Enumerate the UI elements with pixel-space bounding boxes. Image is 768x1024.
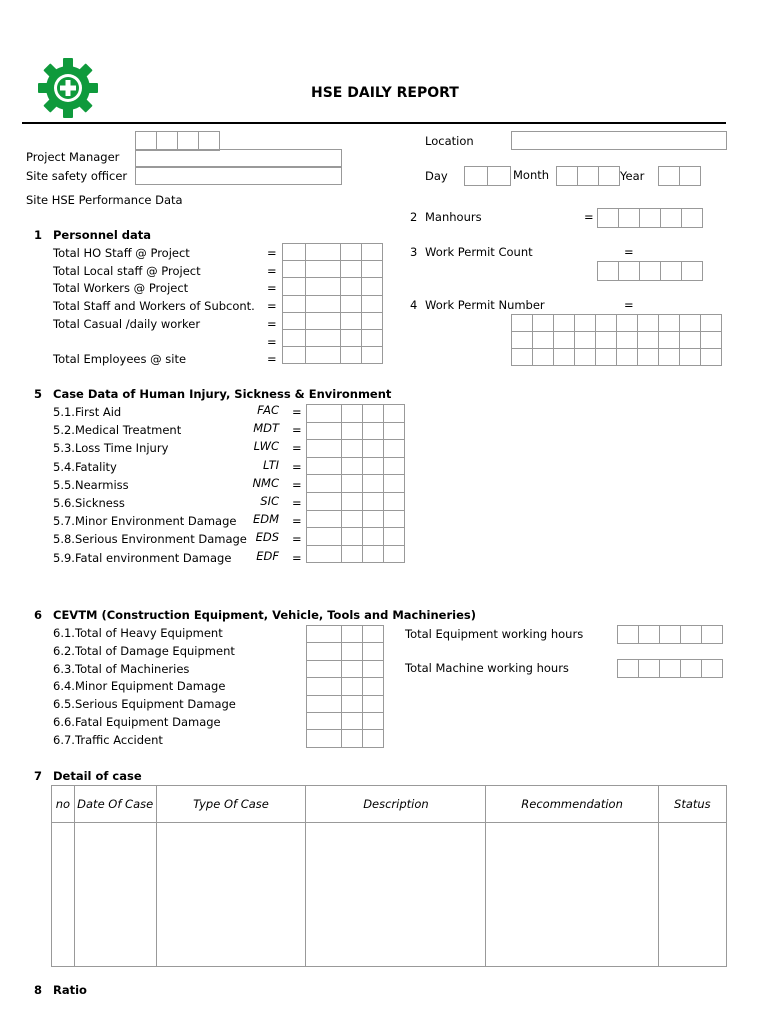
grid-cell[interactable] bbox=[283, 295, 306, 312]
year-field[interactable] bbox=[658, 166, 701, 186]
case-row-eq: = bbox=[292, 459, 302, 474]
case-row-eq: = bbox=[292, 477, 302, 492]
grid-cell[interactable] bbox=[384, 440, 405, 458]
personnel-row-label: Total Employees @ site bbox=[53, 352, 187, 367]
grid-cell[interactable] bbox=[362, 244, 383, 261]
table-cell[interactable] bbox=[306, 823, 486, 967]
grid-cell[interactable] bbox=[384, 422, 405, 440]
case-row-number: 5.1. bbox=[53, 405, 75, 419]
detail-of-case-table bbox=[51, 785, 727, 967]
day-field[interactable] bbox=[464, 166, 511, 186]
cevtm-field-grid[interactable] bbox=[306, 625, 384, 748]
case-row-eq: = bbox=[292, 514, 302, 529]
grid-cell[interactable] bbox=[283, 347, 306, 364]
grid-cell[interactable] bbox=[384, 405, 405, 423]
column-header-description: Description bbox=[306, 786, 486, 823]
case-row-code: EDM bbox=[252, 512, 279, 527]
grid-row[interactable] bbox=[283, 329, 383, 346]
grid-cell[interactable] bbox=[342, 440, 363, 458]
grid-cell[interactable] bbox=[307, 712, 342, 729]
site-safety-officer-field[interactable] bbox=[135, 167, 342, 185]
personnel-row-eq: = bbox=[267, 263, 277, 278]
grid-cell[interactable] bbox=[341, 329, 362, 346]
grid-cell[interactable] bbox=[363, 626, 384, 643]
work-permit-count-label: Work Permit Count bbox=[425, 245, 533, 259]
case-row-label: Serious Environment Damage bbox=[75, 532, 247, 547]
day-label: Day bbox=[425, 169, 448, 183]
grid-cell[interactable] bbox=[283, 278, 306, 295]
work-permit-number-label: Work Permit Number bbox=[425, 298, 545, 312]
page-title: HSE DAILY REPORT bbox=[311, 85, 459, 101]
grid-row[interactable] bbox=[307, 475, 405, 493]
cevtm-row-label: Traffic Accident bbox=[75, 732, 163, 747]
table-cell[interactable] bbox=[658, 823, 726, 967]
cevtm-row-label: Total of Heavy Equipment bbox=[75, 626, 223, 640]
column-header-no: no bbox=[52, 786, 75, 823]
grid-cell[interactable] bbox=[283, 312, 306, 329]
grid-cell[interactable] bbox=[306, 261, 341, 278]
grid-cell[interactable] bbox=[384, 510, 405, 528]
personnel-row-eq: = bbox=[267, 316, 277, 331]
grid-cell[interactable] bbox=[384, 492, 405, 510]
case-row-code: FAC bbox=[257, 403, 279, 417]
grid-cell[interactable] bbox=[342, 730, 363, 747]
machine-hours-label: Total Machine working hours bbox=[405, 661, 569, 675]
case-row-code: SIC bbox=[260, 494, 279, 508]
grid-cell[interactable] bbox=[363, 678, 384, 695]
table-row[interactable] bbox=[52, 823, 727, 967]
grid-cell[interactable] bbox=[306, 278, 341, 295]
personnel-row-label: Total Staff and Workers of Subcont. bbox=[53, 299, 255, 314]
grid-cell[interactable] bbox=[307, 510, 342, 528]
grid-cell[interactable] bbox=[362, 347, 383, 364]
cevtm-row-number: 6.6. bbox=[53, 715, 75, 729]
grid-cell[interactable] bbox=[342, 492, 363, 510]
grid-row[interactable] bbox=[307, 545, 405, 563]
performance-data-label: Site HSE Performance Data bbox=[26, 193, 183, 207]
equipment-hours-label: Total Equipment working hours bbox=[405, 627, 584, 641]
grid-cell[interactable] bbox=[362, 295, 383, 312]
grid-cell[interactable] bbox=[363, 492, 384, 510]
grid-cell[interactable] bbox=[363, 695, 384, 712]
grid-cell[interactable] bbox=[362, 312, 383, 329]
case-row-eq: = bbox=[292, 550, 302, 565]
personnel-row-label: Total Casual /daily worker bbox=[53, 316, 201, 331]
grid-cell[interactable] bbox=[307, 528, 342, 546]
case-row-code: LWC bbox=[253, 439, 279, 454]
personnel-field-grid[interactable] bbox=[282, 243, 383, 364]
grid-cell[interactable] bbox=[283, 329, 306, 346]
grid-cell[interactable] bbox=[363, 440, 384, 458]
project-manager-label: Project Manager bbox=[26, 150, 120, 164]
work-permit-number-eq: = bbox=[624, 298, 634, 312]
grid-row[interactable] bbox=[283, 347, 383, 364]
personnel-title: Personnel data bbox=[53, 228, 152, 242]
top-small-field[interactable] bbox=[135, 131, 220, 151]
case-row-code: MDT bbox=[253, 421, 279, 436]
grid-row[interactable] bbox=[283, 261, 383, 278]
grid-row[interactable] bbox=[307, 660, 384, 677]
case-row-number: 5.7. bbox=[53, 514, 75, 529]
grid-row[interactable] bbox=[307, 440, 405, 458]
case-row-code: NMC bbox=[252, 475, 279, 490]
case-row-label: Nearmiss bbox=[75, 477, 129, 492]
case-row-label: Loss Time Injury bbox=[75, 441, 169, 456]
case-row-label: First Aid bbox=[75, 405, 122, 419]
header-divider bbox=[22, 122, 726, 124]
grid-cell[interactable] bbox=[307, 643, 342, 660]
grid-row[interactable] bbox=[307, 626, 384, 643]
work-permit-count-num: 3 bbox=[410, 245, 418, 259]
grid-row[interactable] bbox=[307, 678, 384, 695]
case-data-title: Case Data of Human Injury, Sickness & Environment bbox=[53, 387, 392, 401]
grid-cell[interactable] bbox=[306, 347, 341, 364]
case-row-label: Fatal environment Damage bbox=[75, 550, 232, 565]
grid-row[interactable] bbox=[283, 295, 383, 312]
grid-cell[interactable] bbox=[341, 278, 362, 295]
personnel-row-label: Total HO Staff @ Project bbox=[53, 246, 190, 260]
grid-cell[interactable] bbox=[307, 457, 342, 475]
machine-hours-field[interactable] bbox=[617, 659, 723, 678]
grid-cell[interactable] bbox=[363, 457, 384, 475]
case-row-code: LTI bbox=[262, 457, 279, 472]
column-header-status: Status bbox=[658, 786, 726, 823]
ratio-title: Ratio bbox=[53, 983, 87, 997]
cevtm-row-label: Minor Equipment Damage bbox=[75, 679, 226, 694]
grid-cell[interactable] bbox=[342, 405, 363, 423]
table-cell[interactable] bbox=[486, 823, 658, 967]
grid-row[interactable] bbox=[307, 492, 405, 510]
grid-cell[interactable] bbox=[342, 528, 363, 546]
grid-row[interactable] bbox=[283, 278, 383, 295]
personnel-row-eq: = bbox=[267, 299, 277, 314]
case-row-label: Sickness bbox=[75, 496, 125, 510]
grid-cell[interactable] bbox=[363, 712, 384, 729]
site-safety-officer-label: Site safety officer bbox=[26, 169, 128, 183]
grid-cell[interactable] bbox=[341, 347, 362, 364]
personnel-row-eq: = bbox=[267, 334, 277, 349]
grid-cell[interactable] bbox=[342, 712, 363, 729]
grid-row[interactable] bbox=[307, 422, 405, 440]
column-header-type: Type Of Case bbox=[156, 786, 306, 823]
case-row-label: Minor Environment Damage bbox=[75, 514, 237, 529]
grid-cell[interactable] bbox=[341, 312, 362, 329]
personnel-row-label: Total Workers @ Project bbox=[53, 281, 189, 296]
grid-row[interactable] bbox=[307, 643, 384, 660]
grid-cell[interactable] bbox=[307, 545, 342, 563]
grid-cell[interactable] bbox=[342, 678, 363, 695]
grid-cell[interactable] bbox=[283, 244, 306, 261]
grid-cell[interactable] bbox=[306, 312, 341, 329]
grid-cell[interactable] bbox=[307, 440, 342, 458]
cevtm-row-number: 6.7. bbox=[53, 732, 75, 747]
case-row-eq: = bbox=[292, 405, 302, 419]
grid-cell[interactable] bbox=[384, 475, 405, 493]
grid-cell[interactable] bbox=[363, 405, 384, 423]
work-permit-number-num: 4 bbox=[410, 298, 418, 312]
work-permit-count-field[interactable] bbox=[597, 261, 703, 281]
column-header-recommendation: Recommendation bbox=[486, 786, 658, 823]
grid-cell[interactable] bbox=[342, 626, 363, 643]
grid-cell[interactable] bbox=[307, 695, 342, 712]
grid-cell[interactable] bbox=[342, 475, 363, 493]
grid-cell[interactable] bbox=[342, 510, 363, 528]
table-cell[interactable] bbox=[52, 823, 75, 967]
manhours-field[interactable] bbox=[597, 208, 703, 228]
case-field-grid[interactable] bbox=[306, 404, 405, 563]
grid-cell[interactable] bbox=[384, 528, 405, 546]
grid-cell[interactable] bbox=[342, 422, 363, 440]
grid-cell[interactable] bbox=[363, 643, 384, 660]
location-label: Location bbox=[425, 134, 474, 148]
cevtm-row-number: 6.5. bbox=[53, 697, 75, 712]
grid-cell[interactable] bbox=[283, 261, 306, 278]
case-row-eq: = bbox=[292, 532, 302, 547]
hse-logo-icon bbox=[36, 56, 100, 120]
case-row-number: 5.2. bbox=[53, 423, 75, 438]
grid-cell[interactable] bbox=[341, 295, 362, 312]
case-row-number: 5.9. bbox=[53, 550, 75, 565]
case-row-number: 5.5. bbox=[53, 477, 75, 492]
location-field[interactable] bbox=[511, 131, 727, 150]
cevtm-num: 6 bbox=[34, 608, 43, 622]
grid-cell[interactable] bbox=[362, 278, 383, 295]
grid-cell[interactable] bbox=[342, 660, 363, 677]
personnel-row-label: Total Local staff @ Project bbox=[53, 263, 201, 278]
cevtm-row-number: 6.3. bbox=[53, 661, 75, 676]
equipment-hours-field[interactable] bbox=[617, 625, 723, 644]
grid-cell[interactable] bbox=[307, 475, 342, 493]
grid-cell[interactable] bbox=[363, 475, 384, 493]
grid-row[interactable] bbox=[307, 695, 384, 712]
grid-cell[interactable] bbox=[307, 678, 342, 695]
personnel-row-eq: = bbox=[267, 246, 277, 260]
grid-row[interactable] bbox=[307, 405, 405, 423]
grid-cell[interactable] bbox=[362, 329, 383, 346]
grid-cell[interactable] bbox=[306, 244, 341, 261]
column-header-date: Date Of Case bbox=[74, 786, 156, 823]
grid-row[interactable] bbox=[307, 730, 384, 747]
cevtm-row-number: 6.1. bbox=[53, 626, 75, 640]
grid-row[interactable] bbox=[307, 457, 405, 475]
cevtm-row-number: 6.2. bbox=[53, 643, 75, 658]
work-permit-number-field[interactable] bbox=[511, 314, 722, 366]
grid-cell[interactable] bbox=[363, 730, 384, 747]
case-row-number: 5.3. bbox=[53, 441, 75, 456]
table-cell[interactable] bbox=[74, 823, 156, 967]
manhours-label: Manhours bbox=[425, 210, 482, 224]
cevtm-row-label: Total of Damage Equipment bbox=[75, 643, 235, 658]
grid-row[interactable] bbox=[307, 510, 405, 528]
month-label: Month bbox=[513, 168, 550, 182]
project-manager-field[interactable] bbox=[135, 149, 342, 167]
grid-cell[interactable] bbox=[363, 660, 384, 677]
case-row-number: 5.4. bbox=[53, 459, 75, 474]
case-row-code: EDS bbox=[255, 530, 279, 545]
personnel-row-eq: = bbox=[267, 352, 277, 367]
grid-cell[interactable] bbox=[306, 295, 341, 312]
grid-cell[interactable] bbox=[363, 528, 384, 546]
grid-row[interactable] bbox=[307, 712, 384, 729]
grid-cell[interactable] bbox=[341, 244, 362, 261]
case-row-eq: = bbox=[292, 441, 302, 456]
case-data-num: 5 bbox=[34, 387, 43, 401]
grid-cell[interactable] bbox=[307, 422, 342, 440]
grid-cell[interactable] bbox=[342, 457, 363, 475]
table-cell[interactable] bbox=[156, 823, 306, 967]
grid-cell[interactable] bbox=[363, 422, 384, 440]
grid-cell[interactable] bbox=[306, 329, 341, 346]
case-row-label: Fatality bbox=[75, 459, 117, 474]
case-row-number: 5.8. bbox=[53, 532, 75, 547]
case-row-code: EDF bbox=[256, 548, 279, 563]
manhours-eq: = bbox=[584, 210, 594, 224]
ratio-num: 8 bbox=[34, 983, 43, 997]
grid-cell[interactable] bbox=[307, 405, 342, 423]
detail-title: Detail of case bbox=[53, 769, 142, 783]
cevtm-title: CEVTM (Construction Equipment, Vehicle, Tools and Machineries) bbox=[53, 608, 476, 622]
grid-row[interactable] bbox=[283, 312, 383, 329]
grid-cell[interactable] bbox=[363, 510, 384, 528]
grid-row[interactable] bbox=[283, 244, 383, 261]
grid-cell[interactable] bbox=[384, 457, 405, 475]
cevtm-row-label: Total of Machineries bbox=[75, 661, 190, 676]
detail-num: 7 bbox=[34, 769, 43, 783]
grid-cell[interactable] bbox=[307, 660, 342, 677]
grid-cell[interactable] bbox=[342, 695, 363, 712]
month-field[interactable] bbox=[556, 166, 620, 186]
case-row-label: Medical Treatment bbox=[75, 423, 182, 438]
grid-cell[interactable] bbox=[307, 492, 342, 510]
grid-cell[interactable] bbox=[362, 261, 383, 278]
personnel-num: 1 bbox=[34, 228, 43, 242]
grid-row[interactable] bbox=[307, 528, 405, 546]
personnel-row-eq: = bbox=[267, 281, 277, 296]
manhours-num: 2 bbox=[410, 210, 418, 224]
cevtm-row-label: Serious Equipment Damage bbox=[75, 697, 236, 712]
grid-cell[interactable] bbox=[307, 730, 342, 747]
grid-cell[interactable] bbox=[341, 261, 362, 278]
grid-cell[interactable] bbox=[384, 545, 405, 563]
grid-cell[interactable] bbox=[342, 643, 363, 660]
grid-cell[interactable] bbox=[363, 545, 384, 563]
case-row-eq: = bbox=[292, 423, 302, 438]
grid-cell[interactable] bbox=[307, 626, 342, 643]
grid-cell[interactable] bbox=[342, 545, 363, 563]
cevtm-row-number: 6.4. bbox=[53, 679, 75, 694]
case-row-number: 5.6. bbox=[53, 496, 75, 510]
year-label: Year bbox=[620, 169, 645, 183]
case-row-eq: = bbox=[292, 496, 302, 510]
cevtm-row-label: Fatal Equipment Damage bbox=[75, 715, 221, 729]
work-permit-count-eq: = bbox=[624, 245, 634, 259]
